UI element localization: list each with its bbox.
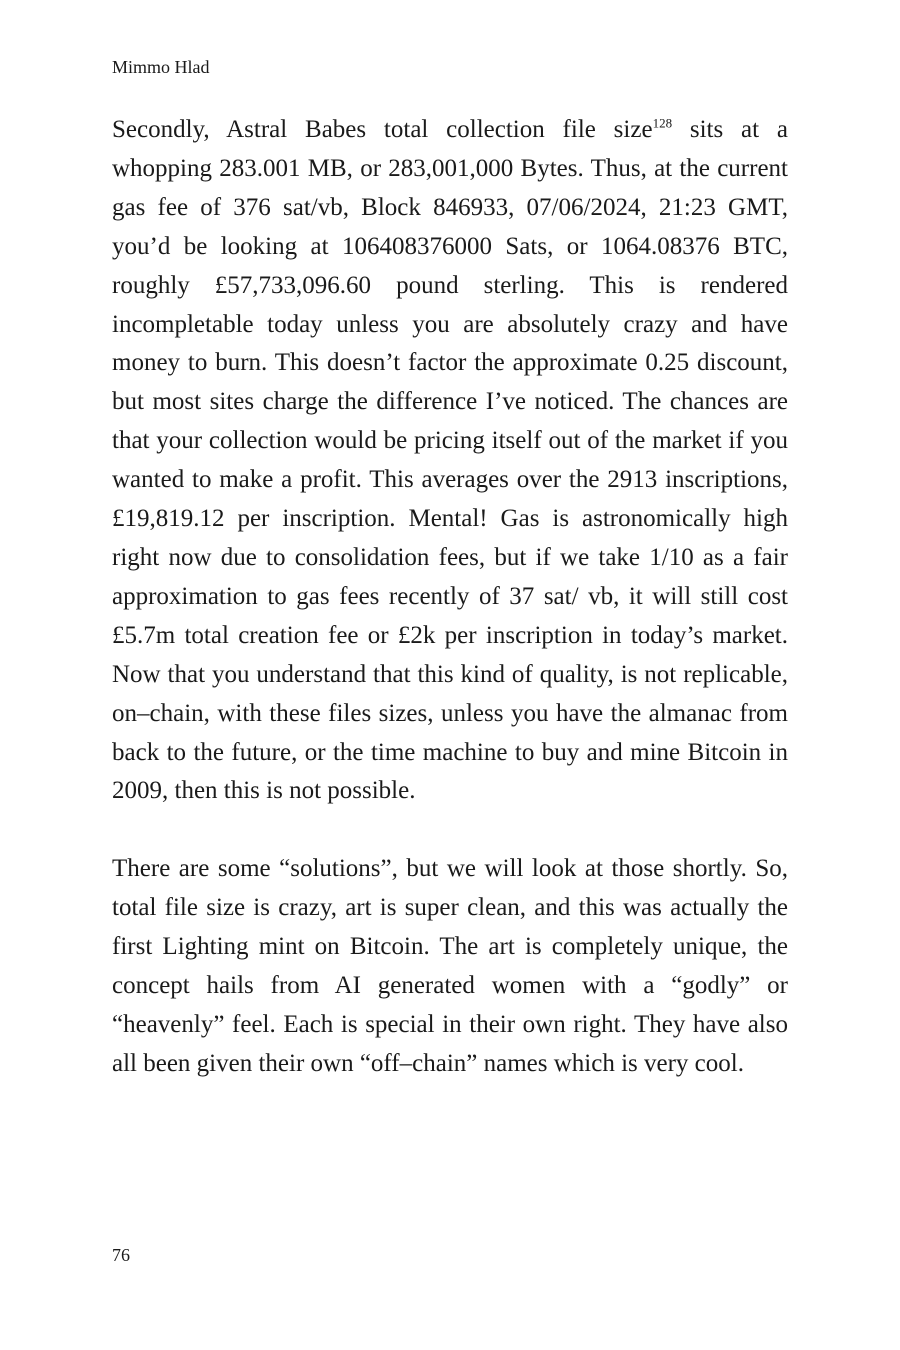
paragraph-1-text-after-ref: sits at a whopping 283.001 MB, or 283,001,000 Bytes. Thus, at the current gas fee of 376 sat/vb, Block 846933, 07/06/2024, 21:23 GMT, you’d be looking at 106408376000 Sats, or 1064.08376 BTC, roughly £57,733,096.60 pound sterling. This is rendered incompletable today unless you are absolutely crazy and have money to burn. This doesn’t factor the approximate 0.25 discount, but most sites charge the difference I’ve noticed. The chances are that your collection would be pricing itself out of the market if you wanted to make a profit. This averages over the 2913 inscriptions, £19,819.12 per inscription. Mental! Gas is astronomically high right now due to consolidation fees, but if we take 1/10 as a fair approximation to gas fees recently of 37 sat/ vb, it will still cost £5.7m total creation fee or £2k per inscription in today’s market. Now that you understand that this kind of quality, is not replicable, on–chain, with these files sizes, unless you have the almanac from back to the future, or the time machine to buy and mine Bitcoin in 2009, then this is not possible.: [112, 116, 788, 805]
page-number: 76: [112, 1245, 130, 1265]
running-header-author: Mimmo Hlad: [112, 57, 210, 77]
paragraph-1-text-before-ref: Secondly, Astral Babes total collection file size: [112, 116, 653, 143]
paragraph-1: [112, 111, 788, 811]
paragraph-2: There are some “solutions”, but we will look at those shortly. So, total file size is crazy, art is super clean, and this was actually the first Lighting mint on Bitcoin. The art is completely unique, the concept hails from AI generated women with a “godly” or “heavenly” feel. Each is special in their own right. They have also all been given their own “off–chain” names which is very cool.: [112, 855, 788, 1077]
body-text: [112, 111, 788, 1084]
footnote-ref[interactable]: 128: [652, 115, 673, 131]
